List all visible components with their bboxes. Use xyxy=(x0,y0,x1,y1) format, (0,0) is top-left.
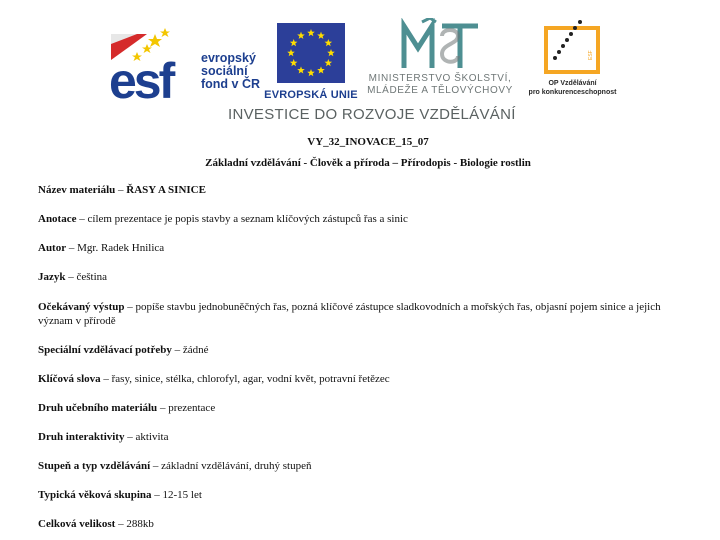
row-sep: – xyxy=(115,184,127,196)
eu-caption: EVROPSKÁ UNIE xyxy=(264,89,358,101)
row-key: Druh učebního materiálu xyxy=(38,402,158,414)
esf-mark-icon xyxy=(107,20,202,108)
material-subtitle: Základní vzdělávání - Člověk a příroda – Přírodopis - Biologie rostlin xyxy=(205,157,531,169)
row-sep: – xyxy=(157,402,169,414)
row-anotace xyxy=(38,212,688,226)
row-key: Druh interaktivity xyxy=(38,431,125,443)
row-potreby xyxy=(38,343,688,357)
op-line-2: pro konkurenceschopnost xyxy=(528,89,617,96)
row-value: aktivita xyxy=(135,431,169,443)
row-key: Název materiálu xyxy=(38,184,116,196)
investice-banner: INVESTICE DO ROZVOJE VZDĚLÁVÁNÍ xyxy=(228,106,516,123)
esf-line-3: fond v ČR xyxy=(201,77,261,91)
row-key: Celková velikost xyxy=(38,518,116,530)
op-line-1: OP Vzdělávání xyxy=(548,80,597,87)
op-mark-icon xyxy=(520,18,625,78)
op-caption xyxy=(520,79,625,97)
row-value: prezentace xyxy=(168,402,216,414)
esf-line-1: evropský xyxy=(201,51,256,65)
row-value: čeština xyxy=(76,271,108,283)
msmt-line-1: MINISTERSTVO ŠKOLSTVÍ, xyxy=(368,73,512,84)
row-value: 288kb xyxy=(126,518,154,530)
row-key: Klíčová slova xyxy=(38,373,101,385)
row-sep: – xyxy=(65,271,77,283)
row-key: Anotace xyxy=(38,213,77,225)
row-autor xyxy=(38,241,688,255)
row-value: žádné xyxy=(182,344,209,356)
msmt-line-2: MLÁDEŽE A TĚLOVÝCHOVY xyxy=(367,85,513,96)
row-value: popíše stavbu jednobuněčných řas, pozná klíčové zástupce sladkovodních a mořských řas, objasní pojem sinice a jejich význam v přírodě xyxy=(38,301,661,327)
row-sep: – xyxy=(115,518,127,530)
msmt-mark-icon xyxy=(360,18,520,74)
row-sep: – xyxy=(76,213,88,225)
msmt-logo xyxy=(360,18,520,108)
row-key: Typická věková skupina xyxy=(38,489,152,501)
esf-caption xyxy=(201,52,260,91)
row-slova xyxy=(38,372,688,386)
op-logo xyxy=(520,18,625,102)
row-sep: – xyxy=(171,344,183,356)
msmt-caption xyxy=(360,73,520,97)
row-value: řasy, sinice, stélka, chlorofyl, agar, vodní květ, potravní řetězec xyxy=(111,373,390,385)
row-key: Speciální vzdělávací potřeby xyxy=(38,344,172,356)
row-stupen xyxy=(38,459,688,473)
material-code: VY_32_INOVACE_15_07 xyxy=(307,136,429,148)
row-sep: – xyxy=(124,301,136,313)
row-key: Očekávaný výstup xyxy=(38,301,125,313)
row-jazyk xyxy=(38,270,688,284)
row-sep: – xyxy=(151,489,163,501)
row-key: Autor xyxy=(38,242,67,254)
row-key: Stupeň a typ vzdělávání xyxy=(38,460,151,472)
row-value: ŘASY A SINICE xyxy=(126,184,206,196)
row-sep: – xyxy=(124,431,136,443)
row-key: Jazyk xyxy=(38,271,66,283)
row-sep: – xyxy=(66,242,78,254)
row-nazev xyxy=(38,183,688,197)
eu-logo xyxy=(263,21,359,108)
row-value: Mgr. Radek Hnilica xyxy=(77,242,165,254)
row-druh-materialu xyxy=(38,401,688,415)
row-vek xyxy=(38,488,688,502)
row-vystup xyxy=(38,300,688,328)
row-value: 12-15 let xyxy=(162,489,202,501)
row-sep: – xyxy=(100,373,112,385)
svg-text:ESF: ESF xyxy=(588,50,594,60)
esf-line-2: sociální xyxy=(201,64,248,78)
row-sep: – xyxy=(150,460,162,472)
svg-text:esf: esf xyxy=(109,53,173,108)
row-value: základní vzdělávání, druhý stupeň xyxy=(161,460,312,472)
eu-flag-icon xyxy=(263,21,359,87)
logo-bar xyxy=(0,0,720,130)
row-value: cílem prezentace je popis stavby a seznam klíčových zástupců řas a sinic xyxy=(87,213,408,225)
row-velikost xyxy=(38,517,688,531)
row-interaktivita xyxy=(38,430,688,444)
esf-logo xyxy=(107,20,267,108)
